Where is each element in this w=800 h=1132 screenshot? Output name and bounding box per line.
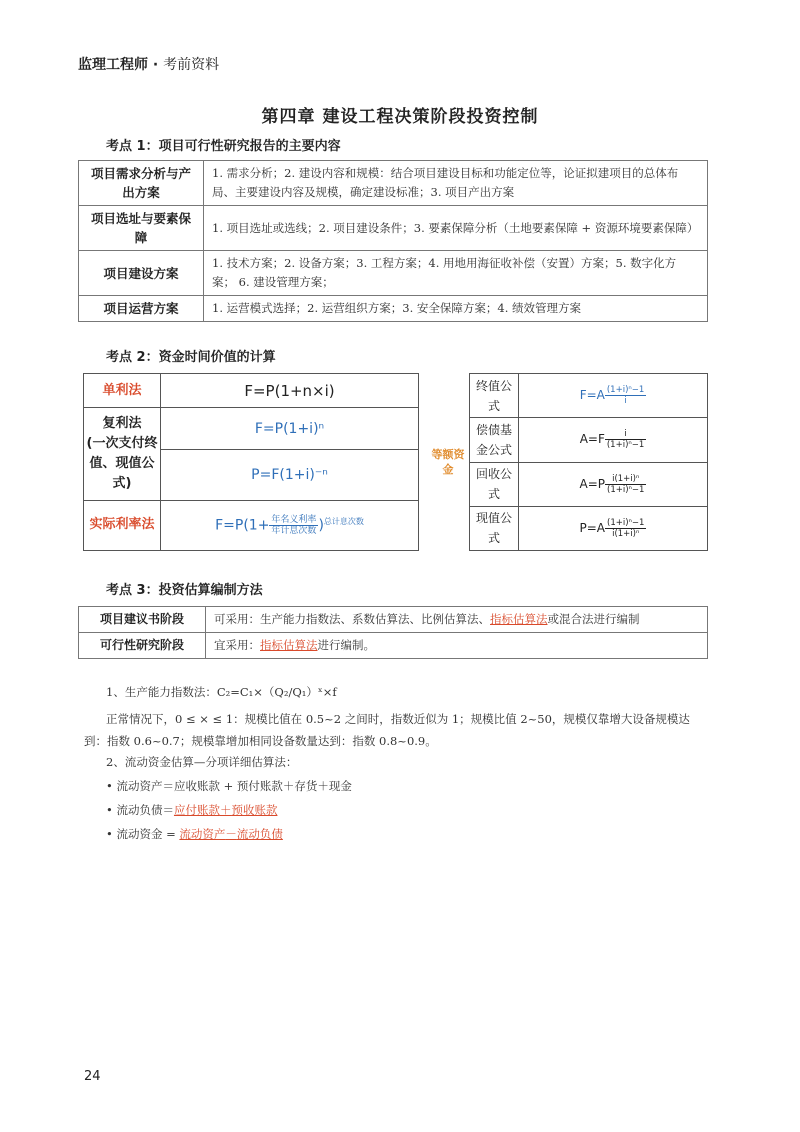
header-subtitle: 考前资料 xyxy=(163,57,220,73)
row-content-text: 可采用：生产能力指数法、系数估算法、比例估算法、 xyxy=(214,612,490,626)
formula-lhs: F=A xyxy=(579,388,605,403)
real-rate-numerator: 年名义利率 xyxy=(271,514,317,525)
highlight-text: 指标估算法 xyxy=(260,638,318,652)
real-rate-prefix: F=P(1+ xyxy=(215,517,270,534)
formula-fraction xyxy=(605,429,646,450)
real-rate-fraction xyxy=(269,515,318,536)
formula-expression xyxy=(519,462,708,506)
bullet-working-capital xyxy=(106,826,283,842)
bullet-current-assets: • 流动资产＝应收账款 + 预付账款＋存货＋现金 xyxy=(106,779,352,793)
compound-future-formula: F=P(1+i)ⁿ xyxy=(161,408,419,450)
row-header: 项目需求分析与产出方案 xyxy=(79,161,204,206)
highlight-text: ＋ xyxy=(219,803,232,817)
formula-lhs: A=F xyxy=(579,432,605,447)
formula-numerator: (1+i)ⁿ−1 xyxy=(606,385,645,396)
highlight-text: － xyxy=(225,827,237,841)
bullet-text: • 流动负债＝ xyxy=(106,803,174,817)
table-row xyxy=(427,506,708,550)
table-row xyxy=(84,374,419,408)
formula-name: 偿债基金公式 xyxy=(470,418,519,462)
formula-numerator: (1+i)ⁿ−1 xyxy=(607,517,645,528)
real-rate-denominator: 年计息次数 xyxy=(271,525,317,536)
capacity-index-formula: 1、生产能力指数法：C₂=C₁×（Q₂/Q₁）ˣ×f xyxy=(106,685,337,699)
real-rate-formula xyxy=(161,500,419,550)
table-row xyxy=(84,408,419,450)
row-content-text: 宜采用： xyxy=(214,638,260,652)
formula-name: 终值公式 xyxy=(470,374,519,418)
row-content-text: 或混合法进行编制 xyxy=(547,612,640,626)
table-row xyxy=(79,206,708,251)
capacity-index-paragraph: 正常情况下，0 ≤ × ≤ 1：规模比值在 0.5~2 之间时，指数近似为 1；规模比值 2~50，规模仅靠增大设备规模达到：指数 0.6~0.7；规模靠增加相同设备数量达到：指数 0.8~0.9。 xyxy=(84,712,690,748)
simple-interest-label: 单利法 xyxy=(84,374,161,408)
highlight-text: 预收账款 xyxy=(231,803,278,817)
kp1-table xyxy=(78,160,708,322)
formula-denominator: i(1+i)ⁿ xyxy=(612,528,640,539)
formula-expression xyxy=(519,506,708,550)
formula-expression xyxy=(519,418,708,462)
row-header: 可行性研究阶段 xyxy=(79,633,206,659)
kp3-title: 考点 3：投资估算编制方法 xyxy=(106,583,263,598)
table-row xyxy=(427,462,708,506)
header-title: 监理工程师 xyxy=(78,57,148,73)
formula-denominator: i xyxy=(624,396,627,407)
real-rate-exponent: 总计息次数 xyxy=(323,516,364,526)
row-content-text: 进行编制。 xyxy=(317,638,375,652)
row-header: 项目建设方案 xyxy=(79,251,204,296)
row-header: 项目选址与要素保障 xyxy=(79,206,204,251)
header-separator: · xyxy=(152,57,159,73)
working-capital-heading: 2、流动资金估算—分项详细估算法： xyxy=(106,755,298,769)
row-content xyxy=(206,607,708,633)
real-rate-suffix: ) xyxy=(318,517,324,534)
row-content: 1. 项目选址或选线；2. 项目建设条件；3. 要素保障分析（土地要素保障 + 资源环境要素保障） xyxy=(204,206,708,251)
table-row xyxy=(79,296,708,322)
interest-formula-table xyxy=(83,373,419,551)
table-row xyxy=(427,374,708,418)
formula-fraction xyxy=(605,474,646,495)
formula-fraction xyxy=(605,518,646,539)
table-row xyxy=(79,161,708,206)
chapter-title: 第四章 建设工程决策阶段投资控制 xyxy=(261,107,539,127)
compound-interest-note: (一次支付终值、现值公式) xyxy=(86,435,158,491)
table-row xyxy=(79,633,708,659)
kp3-table xyxy=(78,606,708,659)
formula-numerator: i xyxy=(605,429,646,440)
formula-lhs: P=A xyxy=(579,520,606,535)
formula-fraction xyxy=(605,385,646,406)
formula-expression xyxy=(519,374,708,418)
highlight-text: 流动负债 xyxy=(236,827,283,841)
real-rate-label: 实际利率法 xyxy=(84,500,161,550)
table-row xyxy=(79,607,708,633)
table-row xyxy=(84,500,419,550)
compound-present-formula: P=F(1+i)⁻ⁿ xyxy=(161,450,419,500)
highlight-text: 指标估算法 xyxy=(490,612,548,626)
formula-denominator: (1+i)ⁿ−1 xyxy=(606,440,645,451)
row-content: 1. 技术方案；2. 设备方案；3. 工程方案；4. 用地用海征收补偿（安置）方案；5. 数字化方案； 6. 建设管理方案； xyxy=(204,251,708,296)
table-row xyxy=(79,251,708,296)
highlight-text: 应付账款 xyxy=(173,803,220,817)
kp2-title: 考点 2：资金时间价值的计算 xyxy=(106,350,276,365)
compound-interest-label: 复利法 xyxy=(102,415,142,431)
row-content: 1. 需求分析；2. 建设内容和规模：结合项目建设目标和功能定位等，论证拟建项目的总体布局、主要建设内容及规模，确定建设标准；3. 项目产出方案 xyxy=(204,161,708,206)
row-header: 项目运营方案 xyxy=(79,296,204,322)
row-content xyxy=(206,633,708,659)
formula-lhs: A=P xyxy=(579,476,606,491)
formula-name: 回收公式 xyxy=(470,462,519,506)
annuity-formula-table xyxy=(427,373,708,551)
row-header: 项目建议书阶段 xyxy=(79,607,206,633)
formula-name: 现值公式 xyxy=(470,506,519,550)
running-header xyxy=(78,54,219,74)
kp1-title: 考点 1：项目可行性研究报告的主要内容 xyxy=(106,139,341,154)
page-number: 24 xyxy=(84,1069,101,1084)
simple-interest-formula: F=P(1+n×i) xyxy=(161,374,419,408)
formula-numerator: i(1+i)ⁿ xyxy=(605,474,646,485)
table-row xyxy=(427,418,708,462)
annuity-group-label: 等额资金 xyxy=(427,374,470,551)
row-content: 1. 运营模式选择；2. 运营组织方案；3. 安全保障方案；4. 绩效管理方案 xyxy=(204,296,708,322)
bullet-current-liabilities xyxy=(106,802,277,818)
compound-interest-cell xyxy=(84,408,161,501)
highlight-text: 流动资产 xyxy=(179,827,226,841)
formula-denominator: (1+i)ⁿ−1 xyxy=(607,484,645,495)
bullet-text: • 流动资金 = xyxy=(106,827,180,841)
